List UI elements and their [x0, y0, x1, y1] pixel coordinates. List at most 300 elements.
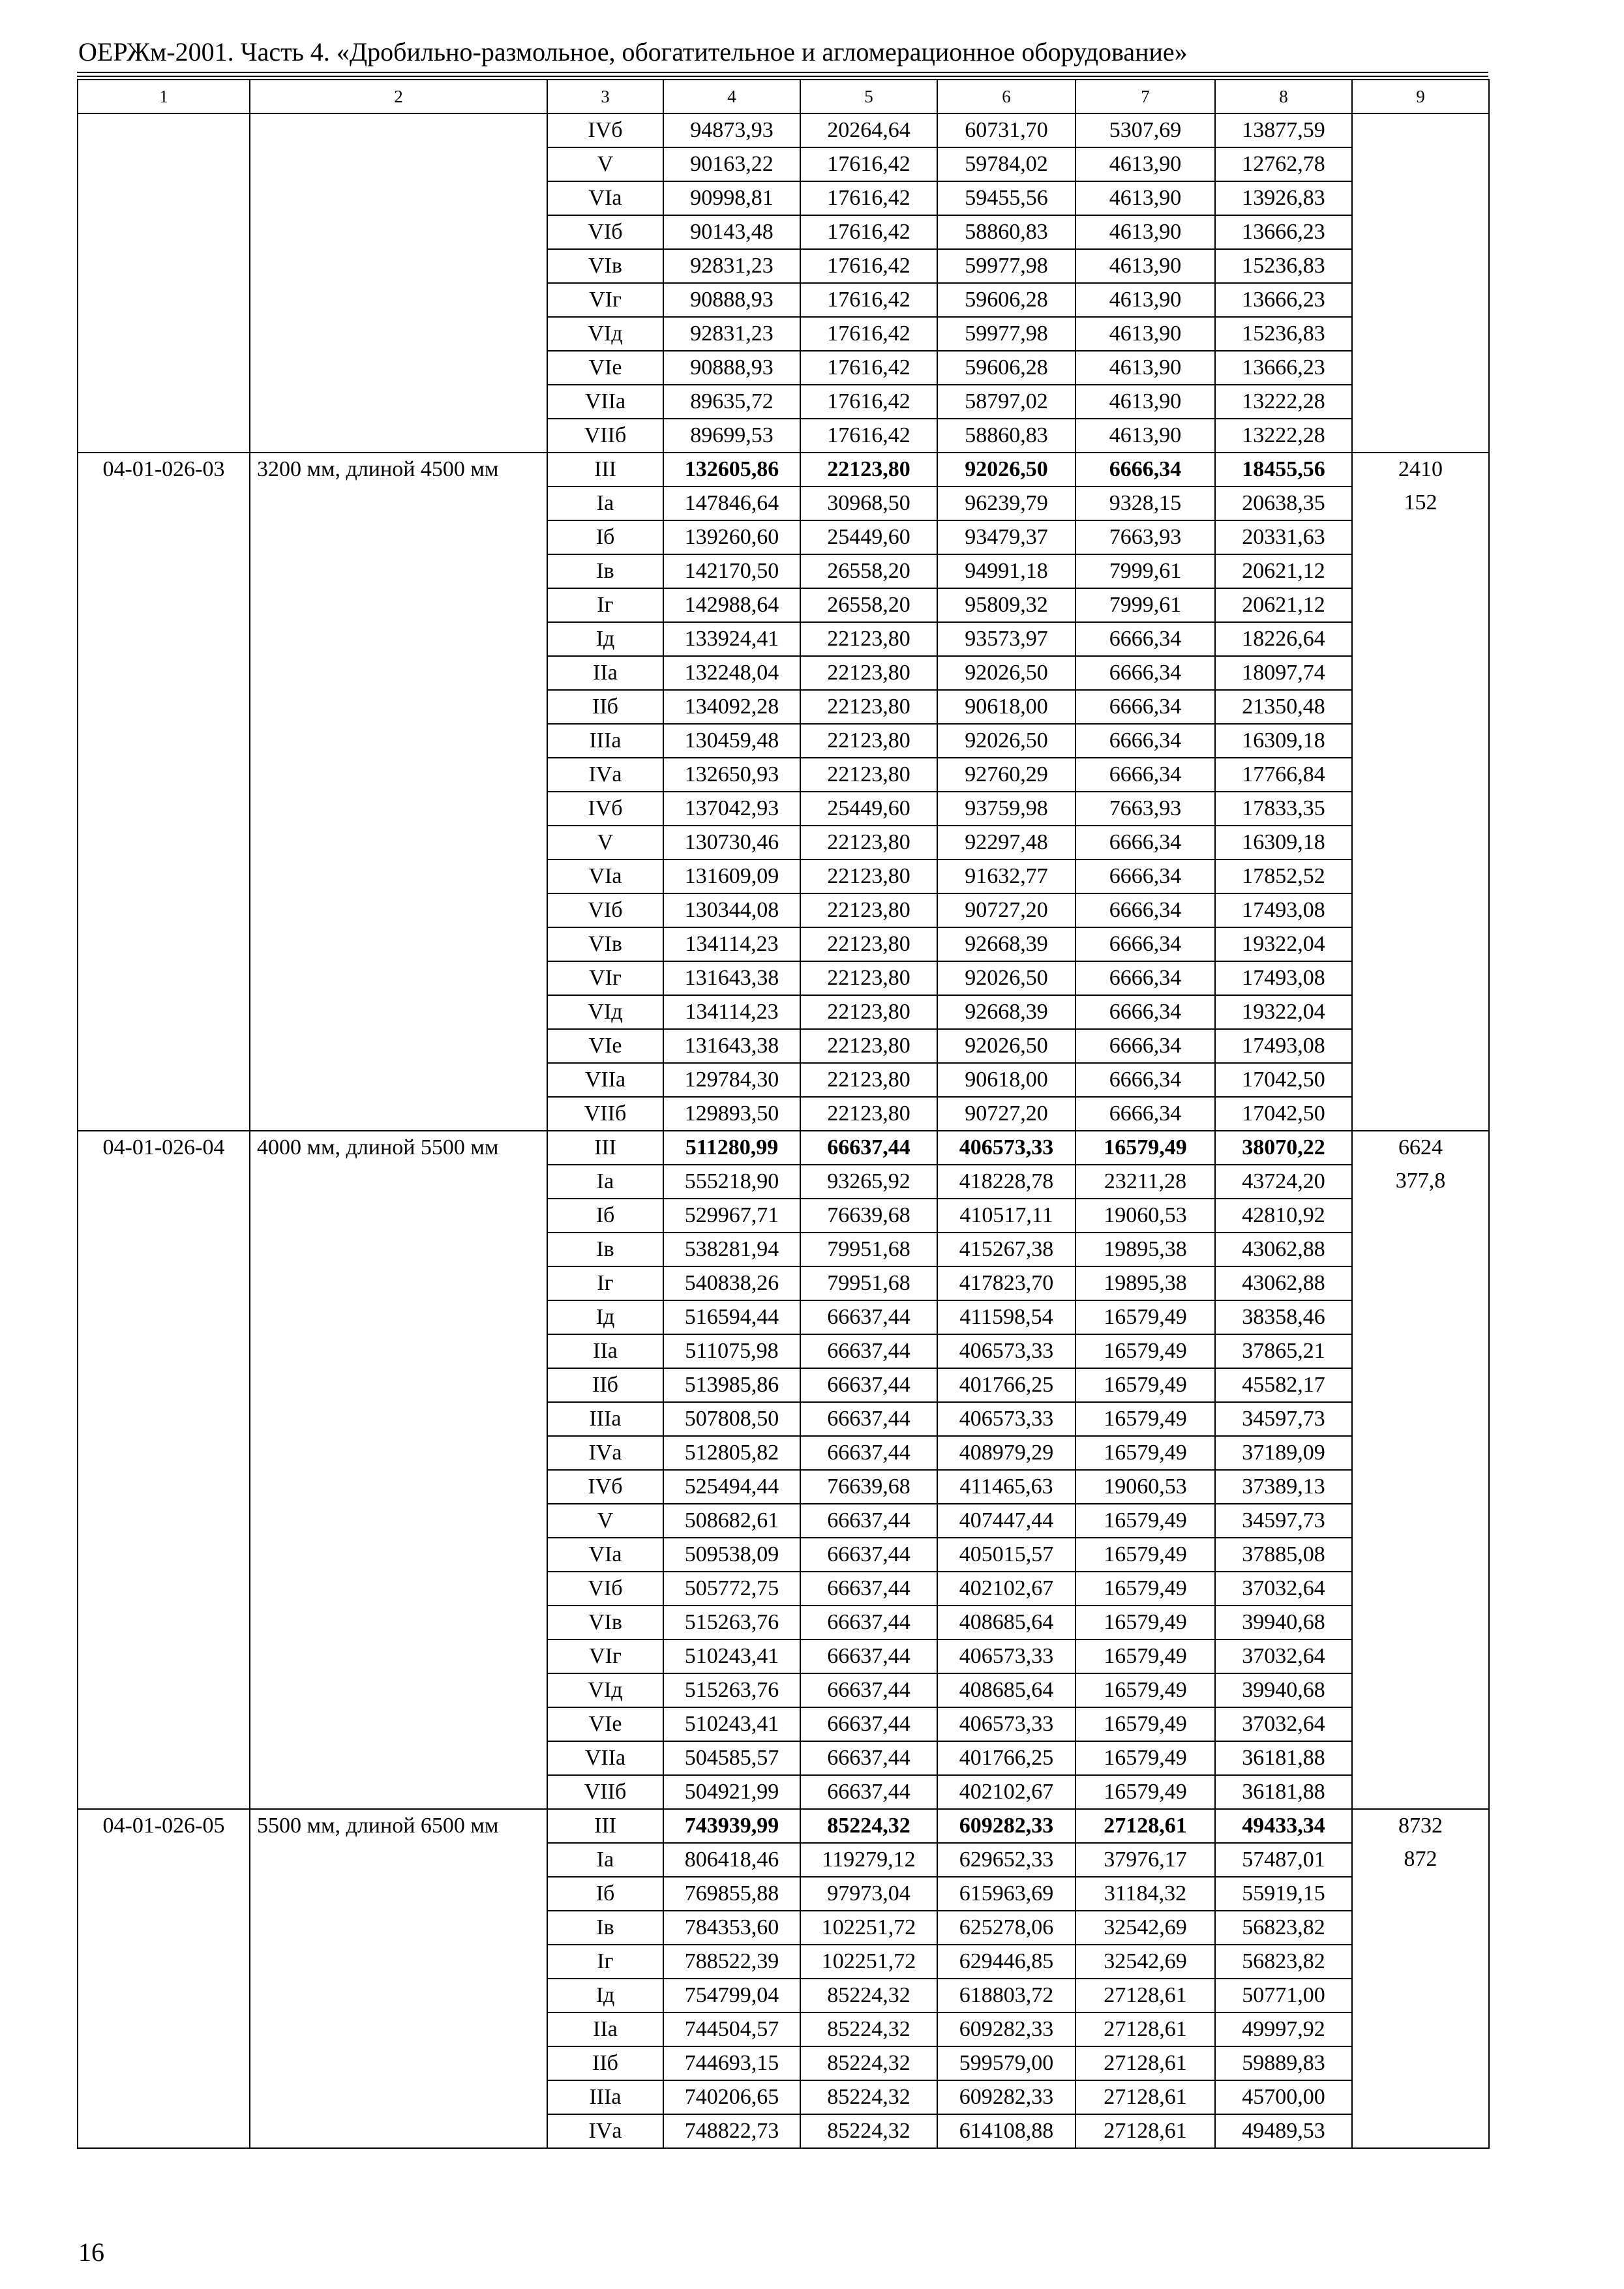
- mass-cell: [1352, 283, 1489, 317]
- table-row: [78, 927, 1489, 961]
- table-row: [78, 419, 1489, 453]
- variant-cell: III: [547, 1809, 663, 1843]
- column-number: 4: [663, 80, 800, 113]
- wages-cell: 22123,80: [800, 961, 937, 995]
- total-cost-cell: 511075,98: [663, 1334, 800, 1368]
- machines-cell: 92026,50: [937, 656, 1075, 690]
- table-row: [78, 317, 1489, 351]
- code-cell: [78, 690, 250, 724]
- total-cost-cell: 142988,64: [663, 588, 800, 622]
- machines-cell: 402102,67: [937, 1775, 1075, 1809]
- variant-cell: V: [547, 147, 663, 181]
- table-row: [78, 1606, 1489, 1639]
- materials-cell: 17852,52: [1215, 860, 1352, 893]
- table-row: [78, 1402, 1489, 1436]
- mass-cell: [1352, 113, 1489, 147]
- machines-cell: 408685,64: [937, 1606, 1075, 1639]
- wages-cell: 66637,44: [800, 1334, 937, 1368]
- mass-cell: [1352, 1775, 1489, 1809]
- variant-cell: Iд: [547, 1300, 663, 1334]
- name-cell: [250, 1707, 547, 1741]
- machinists-wages-cell: 27128,61: [1075, 2114, 1215, 2148]
- code-cell: [78, 826, 250, 860]
- machinists-wages-cell: 27128,61: [1075, 2012, 1215, 2046]
- variant-cell: III: [547, 1131, 663, 1165]
- page-header: ОЕРЖм-2001. Часть 4. «Дробильно-размольное, обогатительное и агломерационное оборудование»: [78, 37, 1188, 67]
- machinists-wages-cell: 4613,90: [1075, 317, 1215, 351]
- table-row: [78, 181, 1489, 215]
- mass-cell: [1352, 995, 1489, 1029]
- total-cost-cell: 130459,48: [663, 724, 800, 758]
- column-number: 1: [78, 80, 250, 113]
- code-cell: [78, 1775, 250, 1809]
- total-cost-cell: 134114,23: [663, 927, 800, 961]
- name-cell: [250, 1741, 547, 1775]
- table-row: [78, 1945, 1489, 1979]
- variant-cell: Iг: [547, 588, 663, 622]
- mass-cell: [1352, 249, 1489, 283]
- total-cost-cell: 129893,50: [663, 1097, 800, 1131]
- variant-cell: VIд: [547, 995, 663, 1029]
- machinists-wages-cell: 4613,90: [1075, 385, 1215, 419]
- machines-cell: 599579,00: [937, 2046, 1075, 2080]
- wages-cell: 102251,72: [800, 1945, 937, 1979]
- code-cell: [78, 656, 250, 690]
- column-number: 3: [547, 80, 663, 113]
- wages-cell: 76639,68: [800, 1470, 937, 1504]
- variant-cell: VIе: [547, 351, 663, 385]
- column-number-row: [78, 80, 1489, 113]
- variant-cell: IIIа: [547, 724, 663, 758]
- machines-cell: 407447,44: [937, 1504, 1075, 1538]
- wages-cell: 22123,80: [800, 656, 937, 690]
- code-cell: [78, 588, 250, 622]
- machines-cell: 614108,88: [937, 2114, 1075, 2148]
- materials-cell: 21350,48: [1215, 690, 1352, 724]
- variant-cell: IVб: [547, 1470, 663, 1504]
- variant-cell: Iа: [547, 1165, 663, 1199]
- code-cell: 04-01-026-03: [78, 453, 250, 486]
- machinists-wages-cell: 6666,34: [1075, 1097, 1215, 1131]
- mass-cell: 6624: [1352, 1131, 1489, 1165]
- table-row: [78, 961, 1489, 995]
- variant-cell: VIб: [547, 1572, 663, 1606]
- name-cell: [250, 317, 547, 351]
- total-cost-cell: 508682,61: [663, 1504, 800, 1538]
- name-cell: [250, 995, 547, 1029]
- machinists-wages-cell: 31184,32: [1075, 1877, 1215, 1911]
- variant-cell: IVа: [547, 1436, 663, 1470]
- machinists-wages-cell: 9328,15: [1075, 486, 1215, 520]
- table-row: [78, 1097, 1489, 1131]
- total-cost-cell: 130730,46: [663, 826, 800, 860]
- variant-cell: VIд: [547, 317, 663, 351]
- machinists-wages-cell: 6666,34: [1075, 724, 1215, 758]
- machinists-wages-cell: 27128,61: [1075, 1809, 1215, 1843]
- total-cost-cell: 740206,65: [663, 2080, 800, 2114]
- code-cell: [78, 351, 250, 385]
- machines-cell: 418228,78: [937, 1165, 1075, 1199]
- wages-cell: 22123,80: [800, 927, 937, 961]
- column-number: 8: [1215, 80, 1352, 113]
- name-cell: [250, 1843, 547, 1877]
- code-cell: [78, 1707, 250, 1741]
- code-cell: [78, 1300, 250, 1334]
- table-row: [78, 1639, 1489, 1673]
- table-row: [78, 147, 1489, 181]
- machines-cell: 92668,39: [937, 927, 1075, 961]
- name-cell: [250, 1233, 547, 1266]
- machinists-wages-cell: 5307,69: [1075, 113, 1215, 147]
- code-cell: [78, 1266, 250, 1300]
- materials-cell: 18097,74: [1215, 656, 1352, 690]
- machines-cell: 92297,48: [937, 826, 1075, 860]
- code-cell: 04-01-026-05: [78, 1809, 250, 1843]
- code-cell: [78, 1165, 250, 1199]
- total-cost-cell: 137042,93: [663, 792, 800, 826]
- code-cell: [78, 1945, 250, 1979]
- table-row: [78, 453, 1489, 486]
- wages-cell: 17616,42: [800, 215, 937, 249]
- column-number: 2: [250, 80, 547, 113]
- materials-cell: 20638,35: [1215, 486, 1352, 520]
- mass-cell: [1352, 758, 1489, 792]
- total-cost-cell: 540838,26: [663, 1266, 800, 1300]
- total-cost-cell: 538281,94: [663, 1233, 800, 1266]
- table-row: [78, 1775, 1489, 1809]
- total-cost-cell: 92831,23: [663, 317, 800, 351]
- table-row: [78, 1504, 1489, 1538]
- total-cost-cell: 139260,60: [663, 520, 800, 554]
- machines-cell: 58860,83: [937, 419, 1075, 453]
- total-cost-cell: 504585,57: [663, 1741, 800, 1775]
- wages-cell: 22123,80: [800, 690, 937, 724]
- table-row: [78, 113, 1489, 147]
- materials-cell: 17833,35: [1215, 792, 1352, 826]
- machines-cell: 406573,33: [937, 1334, 1075, 1368]
- total-cost-cell: 129784,30: [663, 1063, 800, 1097]
- machinists-wages-cell: 32542,69: [1075, 1911, 1215, 1945]
- code-cell: [78, 1572, 250, 1606]
- code-cell: [78, 893, 250, 927]
- name-cell: [250, 1436, 547, 1470]
- mass-cell: [1352, 2114, 1489, 2148]
- name-cell: 3200 мм, длиной 4500 мм: [250, 453, 547, 486]
- total-cost-cell: 555218,90: [663, 1165, 800, 1199]
- materials-cell: 39940,68: [1215, 1606, 1352, 1639]
- code-cell: [78, 758, 250, 792]
- table-row: [78, 758, 1489, 792]
- variant-cell: Iа: [547, 1843, 663, 1877]
- wages-cell: 22123,80: [800, 1029, 937, 1063]
- materials-cell: 13666,23: [1215, 351, 1352, 385]
- name-cell: [250, 181, 547, 215]
- table-row: [78, 826, 1489, 860]
- machines-cell: 59977,98: [937, 249, 1075, 283]
- variant-cell: VIIб: [547, 1097, 663, 1131]
- code-cell: [78, 1334, 250, 1368]
- machinists-wages-cell: 6666,34: [1075, 961, 1215, 995]
- materials-cell: 20621,12: [1215, 588, 1352, 622]
- code-cell: [78, 1368, 250, 1402]
- name-cell: [250, 2012, 547, 2046]
- code-cell: [78, 554, 250, 588]
- column-number: 7: [1075, 80, 1215, 113]
- name-cell: [250, 724, 547, 758]
- machinists-wages-cell: 7663,93: [1075, 520, 1215, 554]
- machinists-wages-cell: 23211,28: [1075, 1165, 1215, 1199]
- table-row: [78, 554, 1489, 588]
- mass-cell: [1352, 588, 1489, 622]
- machinists-wages-cell: 6666,34: [1075, 927, 1215, 961]
- name-cell: [250, 147, 547, 181]
- wages-cell: 17616,42: [800, 181, 937, 215]
- machinists-wages-cell: 4613,90: [1075, 215, 1215, 249]
- table-row: [78, 1334, 1489, 1368]
- materials-cell: 37189,09: [1215, 1436, 1352, 1470]
- machines-cell: 408979,29: [937, 1436, 1075, 1470]
- name-cell: [250, 1639, 547, 1673]
- name-cell: [250, 1029, 547, 1063]
- variant-cell: IIIа: [547, 1402, 663, 1436]
- machinists-wages-cell: 7663,93: [1075, 792, 1215, 826]
- mass-cell: [1352, 1606, 1489, 1639]
- code-cell: [78, 1233, 250, 1266]
- total-cost-cell: 131643,38: [663, 1029, 800, 1063]
- variant-cell: VIб: [547, 893, 663, 927]
- machines-cell: 609282,33: [937, 1809, 1075, 1843]
- machinists-wages-cell: 19060,53: [1075, 1199, 1215, 1233]
- table-row: [78, 1843, 1489, 1877]
- code-cell: [78, 2046, 250, 2080]
- total-cost-cell: 507808,50: [663, 1402, 800, 1436]
- wages-cell: 17616,42: [800, 385, 937, 419]
- variant-cell: IIа: [547, 656, 663, 690]
- materials-cell: 37032,64: [1215, 1639, 1352, 1673]
- variant-cell: VIв: [547, 1606, 663, 1639]
- table-row: [78, 1979, 1489, 2012]
- code-cell: [78, 317, 250, 351]
- total-cost-cell: 511280,99: [663, 1131, 800, 1165]
- mass-cell: [1352, 554, 1489, 588]
- machinists-wages-cell: 16579,49: [1075, 1775, 1215, 1809]
- name-cell: [250, 283, 547, 317]
- table-row: [78, 1470, 1489, 1504]
- table-row: [78, 2046, 1489, 2080]
- materials-cell: 13666,23: [1215, 215, 1352, 249]
- machines-cell: 401766,25: [937, 1741, 1075, 1775]
- total-cost-cell: 134114,23: [663, 995, 800, 1029]
- machines-cell: 90727,20: [937, 893, 1075, 927]
- materials-cell: 49433,34: [1215, 1809, 1352, 1843]
- total-cost-cell: 134092,28: [663, 690, 800, 724]
- name-cell: [250, 893, 547, 927]
- wages-cell: 85224,32: [800, 2114, 937, 2148]
- name-cell: [250, 622, 547, 656]
- mass-cell: [1352, 520, 1489, 554]
- machines-cell: 90618,00: [937, 1063, 1075, 1097]
- machinists-wages-cell: 6666,34: [1075, 656, 1215, 690]
- machinists-wages-cell: 6666,34: [1075, 453, 1215, 486]
- machinists-wages-cell: 16579,49: [1075, 1639, 1215, 1673]
- variant-cell: IIIа: [547, 2080, 663, 2114]
- total-cost-cell: 132650,93: [663, 758, 800, 792]
- table-row: [78, 1029, 1489, 1063]
- name-cell: [250, 385, 547, 419]
- page-number: 16: [78, 2237, 104, 2267]
- machinists-wages-cell: 6666,34: [1075, 1063, 1215, 1097]
- code-cell: [78, 1029, 250, 1063]
- name-cell: [250, 1673, 547, 1707]
- machines-cell: 90618,00: [937, 690, 1075, 724]
- variant-cell: Iб: [547, 1199, 663, 1233]
- variant-cell: IVа: [547, 2114, 663, 2148]
- mass-cell: [1352, 1266, 1489, 1300]
- materials-cell: 16309,18: [1215, 724, 1352, 758]
- name-cell: [250, 1402, 547, 1436]
- machinists-wages-cell: 16579,49: [1075, 1707, 1215, 1741]
- total-cost-cell: 147846,64: [663, 486, 800, 520]
- total-cost-cell: 94873,93: [663, 113, 800, 147]
- variant-cell: VIа: [547, 181, 663, 215]
- wages-cell: 17616,42: [800, 351, 937, 385]
- total-cost-cell: 90143,48: [663, 215, 800, 249]
- code-cell: [78, 1470, 250, 1504]
- mass-cell: [1352, 656, 1489, 690]
- mass-cell: [1352, 419, 1489, 453]
- mass-cell: [1352, 1436, 1489, 1470]
- wages-cell: 20264,64: [800, 113, 937, 147]
- machinists-wages-cell: 7999,61: [1075, 588, 1215, 622]
- variant-cell: IIб: [547, 690, 663, 724]
- materials-cell: 37389,13: [1215, 1470, 1352, 1504]
- table-row: [78, 283, 1489, 317]
- materials-cell: 36181,88: [1215, 1775, 1352, 1809]
- materials-cell: 37032,64: [1215, 1707, 1352, 1741]
- machines-cell: 92668,39: [937, 995, 1075, 1029]
- machinists-wages-cell: 16579,49: [1075, 1131, 1215, 1165]
- machinists-wages-cell: 6666,34: [1075, 1029, 1215, 1063]
- variant-cell: Iв: [547, 554, 663, 588]
- name-cell: [250, 1266, 547, 1300]
- wages-cell: 22123,80: [800, 724, 937, 758]
- table-row: [78, 1131, 1489, 1165]
- materials-cell: 43062,88: [1215, 1266, 1352, 1300]
- table-row: [78, 792, 1489, 826]
- machinists-wages-cell: 16579,49: [1075, 1741, 1215, 1775]
- materials-cell: 55919,15: [1215, 1877, 1352, 1911]
- name-cell: [250, 486, 547, 520]
- variant-cell: Iг: [547, 1266, 663, 1300]
- wages-cell: 22123,80: [800, 893, 937, 927]
- mass-cell: [1352, 961, 1489, 995]
- wages-cell: 85224,32: [800, 2080, 937, 2114]
- wages-cell: 93265,92: [800, 1165, 937, 1199]
- table-row: [78, 1436, 1489, 1470]
- code-cell: [78, 2080, 250, 2114]
- table-row: [78, 1877, 1489, 1911]
- mass-cell: [1352, 893, 1489, 927]
- mass-cell: [1352, 826, 1489, 860]
- variant-cell: IIа: [547, 2012, 663, 2046]
- total-cost-cell: 89699,53: [663, 419, 800, 453]
- mass-cell: [1352, 622, 1489, 656]
- total-cost-cell: 89635,72: [663, 385, 800, 419]
- header-rule-bottom: [77, 76, 1488, 77]
- wages-cell: 22123,80: [800, 1097, 937, 1131]
- machines-cell: 92026,50: [937, 724, 1075, 758]
- mass-cell: [1352, 1334, 1489, 1368]
- machinists-wages-cell: 27128,61: [1075, 2080, 1215, 2114]
- mass-cell: [1352, 181, 1489, 215]
- table-row: [78, 1572, 1489, 1606]
- name-cell: [250, 1470, 547, 1504]
- machinists-wages-cell: 16579,49: [1075, 1402, 1215, 1436]
- table-row: [78, 1707, 1489, 1741]
- mass-cell: [1352, 1063, 1489, 1097]
- mass-cell: [1352, 1402, 1489, 1436]
- name-cell: [250, 1300, 547, 1334]
- name-cell: [250, 656, 547, 690]
- materials-cell: 19322,04: [1215, 927, 1352, 961]
- mass-cell: [1352, 1945, 1489, 1979]
- variant-cell: VIе: [547, 1029, 663, 1063]
- machinists-wages-cell: 4613,90: [1075, 181, 1215, 215]
- machines-cell: 59455,56: [937, 181, 1075, 215]
- variant-cell: VIа: [547, 860, 663, 893]
- materials-cell: 13666,23: [1215, 283, 1352, 317]
- code-cell: [78, 1063, 250, 1097]
- materials-cell: 15236,83: [1215, 317, 1352, 351]
- total-cost-cell: 504921,99: [663, 1775, 800, 1809]
- wages-cell: 66637,44: [800, 1368, 937, 1402]
- table-row: [78, 588, 1489, 622]
- total-cost-cell: 131609,09: [663, 860, 800, 893]
- name-cell: 5500 мм, длиной 6500 мм: [250, 1809, 547, 1843]
- machines-cell: 92760,29: [937, 758, 1075, 792]
- wages-cell: 66637,44: [800, 1639, 937, 1673]
- materials-cell: 45700,00: [1215, 2080, 1352, 2114]
- variant-cell: Iб: [547, 1877, 663, 1911]
- code-cell: [78, 792, 250, 826]
- column-number: 5: [800, 80, 937, 113]
- total-cost-cell: 92831,23: [663, 249, 800, 283]
- name-cell: [250, 1979, 547, 2012]
- wages-cell: 85224,32: [800, 1979, 937, 2012]
- total-cost-cell: 512805,82: [663, 1436, 800, 1470]
- machines-cell: 411598,54: [937, 1300, 1075, 1334]
- table-row: [78, 249, 1489, 283]
- header-rule-top: [77, 72, 1488, 73]
- total-cost-cell: 769855,88: [663, 1877, 800, 1911]
- total-cost-cell: 744693,15: [663, 2046, 800, 2080]
- name-cell: [250, 588, 547, 622]
- materials-cell: 13222,28: [1215, 419, 1352, 453]
- wages-cell: 22123,80: [800, 860, 937, 893]
- machinists-wages-cell: 19060,53: [1075, 1470, 1215, 1504]
- variant-cell: VIIа: [547, 1063, 663, 1097]
- machines-cell: 93573,97: [937, 622, 1075, 656]
- machinists-wages-cell: 37976,17: [1075, 1843, 1215, 1877]
- variant-cell: V: [547, 826, 663, 860]
- price-table: [77, 79, 1490, 2149]
- table-row: [78, 1673, 1489, 1707]
- total-cost-cell: 90888,93: [663, 283, 800, 317]
- code-cell: [78, 2012, 250, 2046]
- variant-cell: VIг: [547, 961, 663, 995]
- variant-cell: Iд: [547, 622, 663, 656]
- column-number: 6: [937, 80, 1075, 113]
